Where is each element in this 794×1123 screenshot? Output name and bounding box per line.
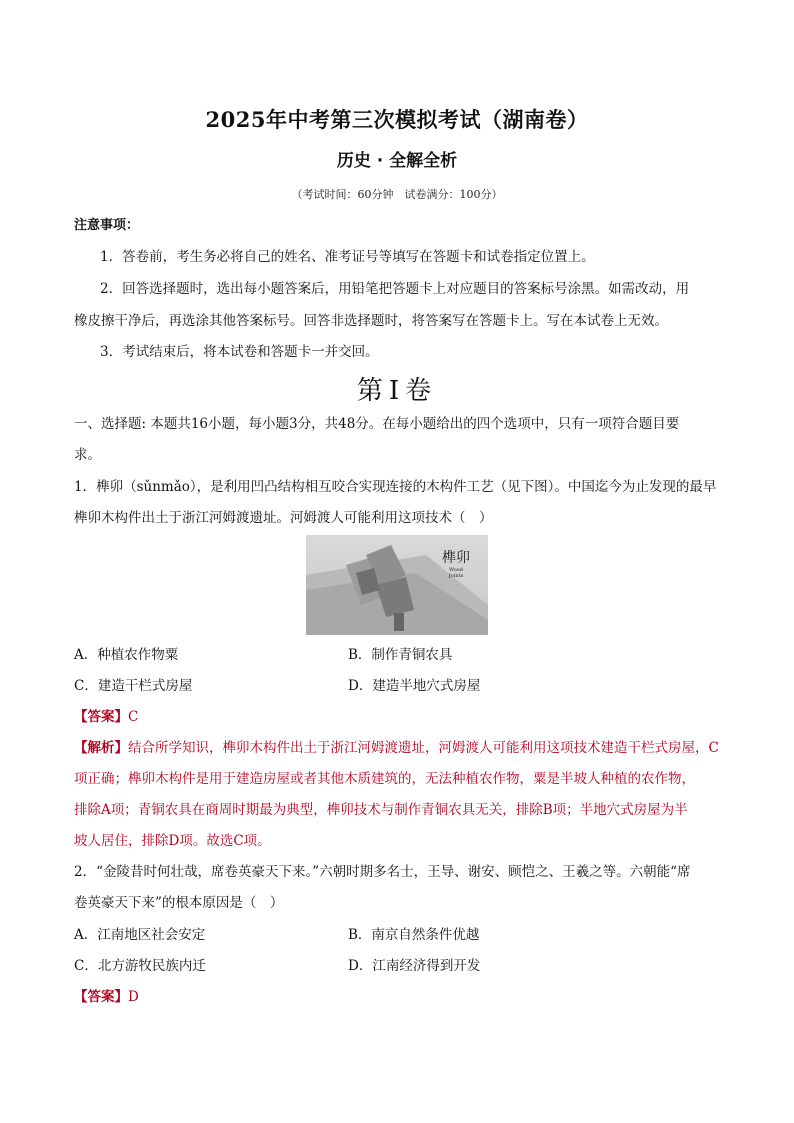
analysis-tag: 【解析】	[74, 740, 128, 756]
note-item-1: 1．答卷前，考生务必将自己的姓名、准考证号等填写在答题卡和试卷指定位置上。	[100, 249, 595, 265]
figure-caption-en-2: Joints	[448, 573, 464, 579]
section-intro-cont: 求。	[74, 447, 101, 463]
q1-option-b: B．制作青铜农具	[348, 647, 453, 663]
q2-option-a: A．江南地区社会安定	[74, 927, 206, 943]
page-subtitle: 历史 · 全解全析	[336, 151, 458, 171]
q1-option-c: C．建造干栏式房屋	[74, 678, 193, 694]
exam-meta: （考试时间：60分钟 试卷满分：100分）	[291, 188, 503, 201]
q1-answer-value: C	[128, 709, 139, 725]
q1-option-a: A．种植农作物粟	[74, 647, 179, 663]
q2-stem-cont: 卷英豪天下来”的根本原因是（ ）	[74, 895, 284, 911]
answer-tag: 【答案】	[74, 709, 128, 725]
q1-stem: 1．榫卯（sǔnmǎo），是利用凹凸结构相互咬合实现连接的木构件工艺（见下图）。中国迄今为止发现的最早	[74, 479, 717, 495]
figure-caption-en: Wood	[448, 567, 464, 573]
q1-analysis-line-3: 排除A项；青铜农具在商周时期最为典型，榫卯技术与制作青铜农具无关，排除B项；半地穴式房屋为半	[74, 802, 688, 818]
answer-tag: 【答案】	[74, 989, 128, 1005]
section-intro: 一、选择题: 本题共16小题，每小题3分，共48分。在每小题给出的四个选项中，只有一项符合题目要	[74, 416, 680, 432]
q1-option-d: D．建造半地穴式房屋	[348, 678, 481, 694]
q1-analysis	[74, 738, 724, 758]
notes-heading: 注意事项：	[74, 218, 140, 233]
note-item-2: 2．回答选择题时，选出每小题答案后，用铅笔把答题卡上对应题目的答案标号涂黑。如需改动，用	[100, 281, 690, 297]
q1-analysis-line-4: 坡人居住，排除D项。故选C项。	[74, 833, 271, 849]
q2-stem: 2．“金陵昔时何壮哉，席卷英豪天下来。”六朝时期多名士，王导、谢安、顾恺之、王羲之等。六朝能“席	[74, 864, 691, 880]
q2-option-d: D．江南经济得到开发	[348, 958, 481, 974]
note-item-3: 3．考试结束后，将本试卷和答题卡一并交回。	[100, 344, 379, 360]
q2-option-b: B．南京自然条件优越	[348, 927, 480, 943]
q1-answer	[74, 707, 724, 727]
q2-answer-value: D	[128, 989, 139, 1005]
q2-answer	[74, 987, 724, 1007]
note-item-2-cont: 橡皮擦干净后，再选涂其他答案标号。回答非选择题时，将答案写在答题卡上。写在本试卷上无效。	[74, 313, 668, 329]
page-title: 2025年中考第三次模拟考试（湖南卷）	[205, 107, 589, 132]
q1-stem-cont: 榫卯木构件出土于浙江河姆渡遗址。河姆渡人可能利用这项技术（ ）	[74, 510, 493, 526]
mortise-tenon-image	[306, 535, 488, 635]
q1-analysis-line-2: 项正确；榫卯木构件是用于建造房屋或者其他木质建筑的，无法种植农作物，粟是半坡人种植的农作物，	[74, 771, 695, 787]
q2-option-c: C．北方游牧民族内迁	[74, 958, 206, 974]
figure-caption-cn: 榫卯	[442, 550, 470, 566]
section-title: 第Ⅰ卷	[356, 376, 438, 406]
q1-analysis-text: 结合所学知识，榫卯木构件出土于浙江河姆渡遗址，河姆渡人可能利用这项技术建造干栏式房屋，C	[128, 740, 719, 756]
